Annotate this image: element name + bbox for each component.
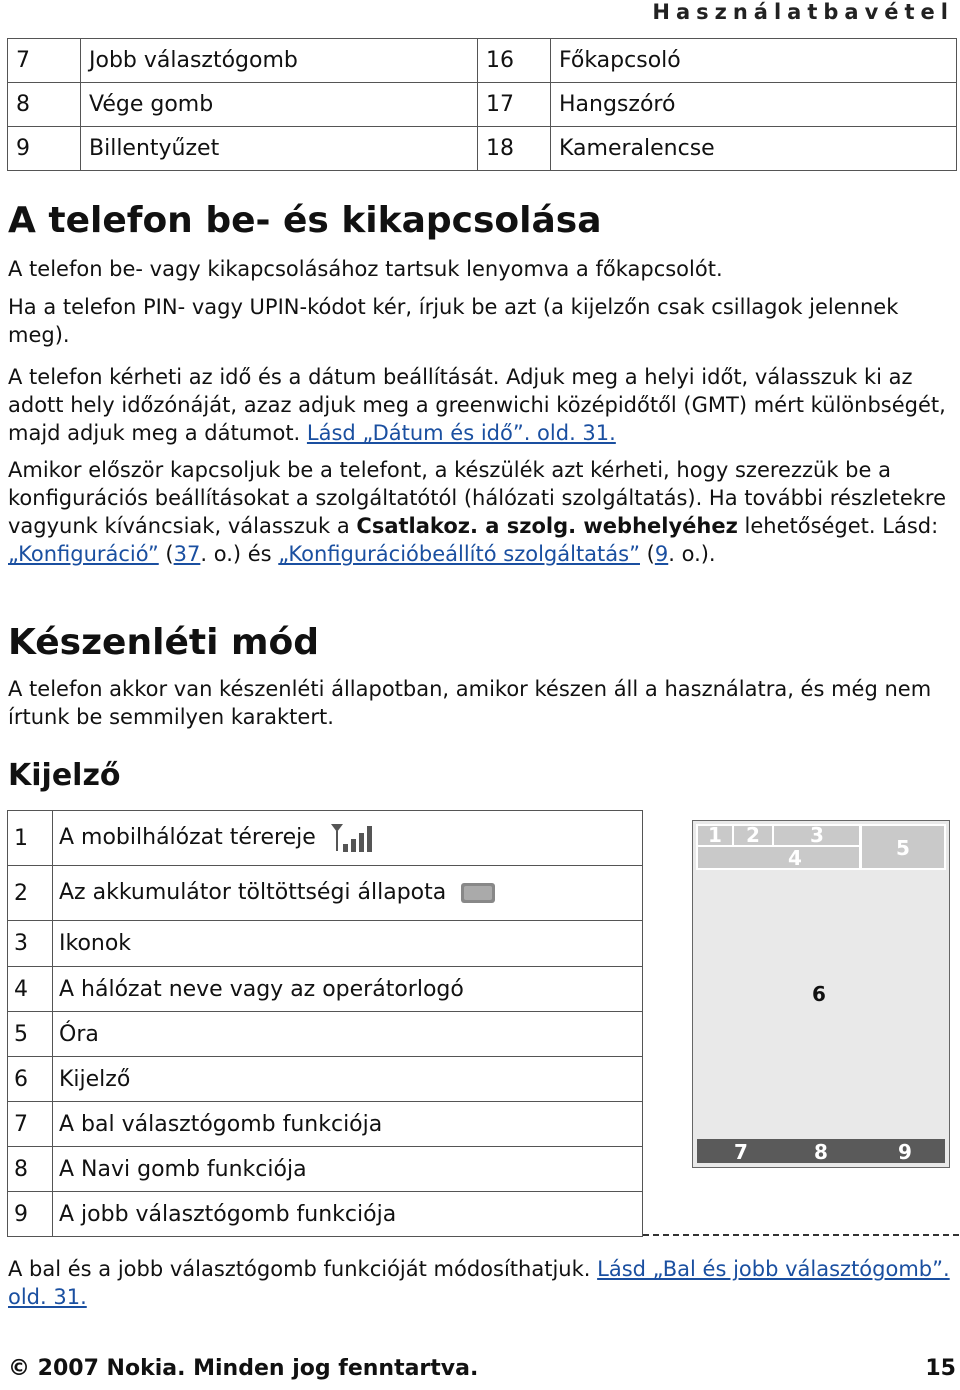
row-label: A Navi gomb funkciója [53, 1147, 643, 1192]
row-label: Óra [53, 1012, 643, 1057]
row-number: 3 [8, 921, 53, 967]
display-table [7, 810, 643, 1237]
row-number: 9 [8, 1192, 53, 1237]
service-option: Csatlakoz. a szolg. webhelyéhez [356, 514, 738, 538]
display-heading: Kijelző [8, 758, 121, 793]
power-paragraph-3-text: A telefon kérheti az idő és a dátum beállítását. Adjuk meg a helyi időt, válasszuk ki az adott hely időzónáját, azaz adjuk meg a greenwichi középidőtől (GMT) mért különbségét, majd adjuk meg a dátumot. [8, 365, 946, 445]
text-span: Amikor először kapcsoljuk be a telefont, a készülék azt kérheti, hogy szerezzük be a konfigurációs beállításokat a szolgáltatótól (hálózati szolgáltatás). Ha további részletekre vagyunk kíváncsiak, válasszuk a [8, 458, 947, 538]
row-label: A hálózat neve vagy az operátorlogó [53, 967, 643, 1012]
table-row [8, 39, 957, 83]
row-label: Ikonok [53, 921, 643, 967]
table-row [8, 1012, 643, 1057]
table-row [8, 811, 643, 866]
row-label: A jobb választógomb funkciója [53, 1192, 643, 1237]
table-cell: 8 [8, 83, 81, 127]
battery-icon [459, 879, 499, 907]
page-number: 15 [925, 1356, 956, 1381]
zone-5-label: 5 [896, 836, 910, 860]
zone-4-label: 4 [788, 846, 802, 870]
table-row [8, 1192, 643, 1237]
zone-7-label: 7 [734, 1140, 748, 1164]
text-span: ( [158, 542, 174, 566]
configuration-link[interactable]: „Konfiguráció” [8, 542, 159, 566]
row-number: 4 [8, 967, 53, 1012]
power-paragraph-1: A telefon be- vagy kikapcsolásához tartsuk lenyomva a főkapcsolót. [8, 257, 723, 281]
parts-table [7, 38, 957, 171]
table-row [8, 1102, 643, 1147]
text-span: ( [639, 542, 655, 566]
table-cell: Jobb választógomb [81, 39, 478, 83]
config-service-link[interactable]: „Konfigurációbeállító szolgáltatás” [278, 542, 640, 566]
table-row [8, 127, 957, 171]
table-cell: 16 [478, 39, 551, 83]
row-number: 5 [8, 1012, 53, 1057]
table-cell: 7 [8, 39, 81, 83]
table-row [8, 1147, 643, 1192]
standby-heading: Készenléti mód [8, 622, 319, 663]
signal-strength-icon [329, 822, 379, 854]
row-number: 6 [8, 1057, 53, 1102]
zone-3-label: 3 [810, 823, 824, 847]
standby-paragraph: A telefon akkor van készenléti állapotban, amikor készen áll a használatra, és még nem írtunk be semmilyen karaktert. [8, 677, 932, 729]
zone-9-label: 9 [898, 1140, 912, 1164]
row-label [53, 811, 643, 866]
power-paragraph-3 [8, 363, 954, 447]
date-time-link[interactable]: Lásd „Dátum és idő”. old. 31. [306, 421, 616, 445]
row-label: A bal választógomb funkciója [53, 1102, 643, 1147]
row-label: Kijelző [53, 1057, 643, 1102]
table-row [8, 921, 643, 967]
display-layout-diagram [692, 820, 950, 1168]
zone-1-label: 1 [708, 823, 722, 847]
page-link[interactable]: 9 [654, 542, 669, 566]
row-number: 1 [8, 811, 53, 866]
table-cell: Hangszóró [551, 83, 957, 127]
table-row [8, 1057, 643, 1102]
section-header: Használatbavétel [652, 0, 954, 24]
zone-8-label: 8 [814, 1140, 828, 1164]
text-span: lehetőséget. Lásd: [737, 514, 939, 538]
row-label-text: Az akkumulátor töltöttségi állapota [59, 880, 447, 905]
row-label-text: A mobilhálózat térereje [59, 825, 316, 850]
power-heading: A telefon be- és kikapcsolása [8, 200, 602, 241]
table-cell: Főkapcsoló [551, 39, 957, 83]
note-text: A bal és a jobb választógomb funkcióját módosíthatjuk. [8, 1257, 591, 1281]
table-cell: Billentyűzet [81, 127, 478, 171]
power-paragraph-2: Ha a telefon PIN- vagy UPIN-kódot kér, írjuk be azt (a kijelzőn csak csillagok jelennek meg). [8, 295, 899, 347]
page-link[interactable]: 37 [173, 542, 201, 566]
table-row [8, 83, 957, 127]
zone-2-label: 2 [746, 823, 760, 847]
softkeys-link[interactable]: Lásd „Bal és jobb választógomb”. old. 31. [8, 1257, 950, 1309]
table-cell: 17 [478, 83, 551, 127]
table-row [8, 866, 643, 921]
zone-6-label: 6 [812, 982, 826, 1006]
table-cell: Kameralencse [551, 127, 957, 171]
row-label [53, 866, 643, 921]
table-cell: 18 [478, 127, 551, 171]
table-row [8, 967, 643, 1012]
row-number: 8 [8, 1147, 53, 1192]
power-paragraph-4 [8, 456, 954, 568]
table-cell: Vége gomb [81, 83, 478, 127]
text-span: . o.). [668, 542, 716, 566]
copyright: © 2007 Nokia. Minden jog fenntartva. [8, 1356, 479, 1381]
display-note [8, 1255, 954, 1311]
row-number: 7 [8, 1102, 53, 1147]
text-span: . o.) és [200, 542, 279, 566]
table-cell: 9 [8, 127, 81, 171]
dashed-divider [643, 1234, 959, 1236]
row-number: 2 [8, 866, 53, 921]
